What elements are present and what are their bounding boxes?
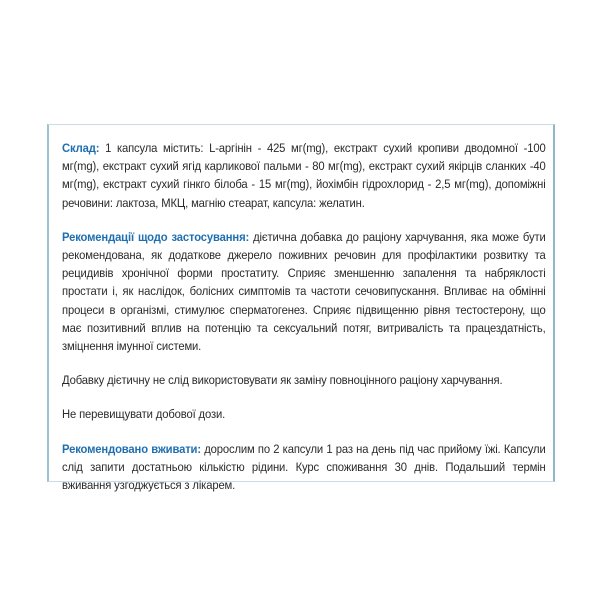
recommendations-paragraph xyxy=(62,228,546,355)
dose-warning: Не перевищувати добової дози. xyxy=(62,407,226,422)
dosage-label: Рекомендовано вживати: xyxy=(62,441,201,456)
label-text-block xyxy=(62,139,546,510)
recommendations-label: Рекомендації щодо застосування: xyxy=(62,229,250,244)
substitution-warning: Добавку дієтичну не слід використовувати як заміну повноцінного раціону харчування. xyxy=(62,373,503,388)
dosage-paragraph xyxy=(62,440,546,495)
composition-paragraph xyxy=(62,139,546,212)
dosage-text: дорослим по 2 капсули 1 раз на день під час прийому їжі. Капсули слід запити достатньою кількістю рідини. Курс споживання 30 днів. Подальший термін вживання узгоджується з лікарем. xyxy=(62,441,546,493)
composition-label: Склад: xyxy=(62,141,100,155)
composition-text: 1 капсула містить: L-аргінін - 425 мг(mg), екстракт сухий кропиви дводомної -100 мг(mg), екстракт сухий ягід карликової пальми - 80 мг(mg), екстракт сухий якірців сланких -40 мг(mg), екстракт сухий гінкго білоба - 15 мг(mg), йохімбін гідрохлорид - 2,5 мг(mg), допоміжні речовини: лактоза, МКЦ, магнію стеарат, капсула: желатин. xyxy=(62,141,546,210)
recommendations-text: дієтична добавка до раціону харчування, яка може бути рекомендована, як додаткове джерело поживних речовин для профілактики розвитку та рецидивів хронічної форми простатиту. Сприяє зменшенню запалення та набряклості простати і, як наслідок, болісних симптомів та частоти сечовипускання. Впливає на обмінні процеси в організмі, стимулює сперматогенез. Сприяє підвищенню рівня тестостерону, що має позитивний вплив на потенцію та сексуальний потяг, витривалість та працездатність, зміцнення імунної системи. xyxy=(62,229,546,354)
